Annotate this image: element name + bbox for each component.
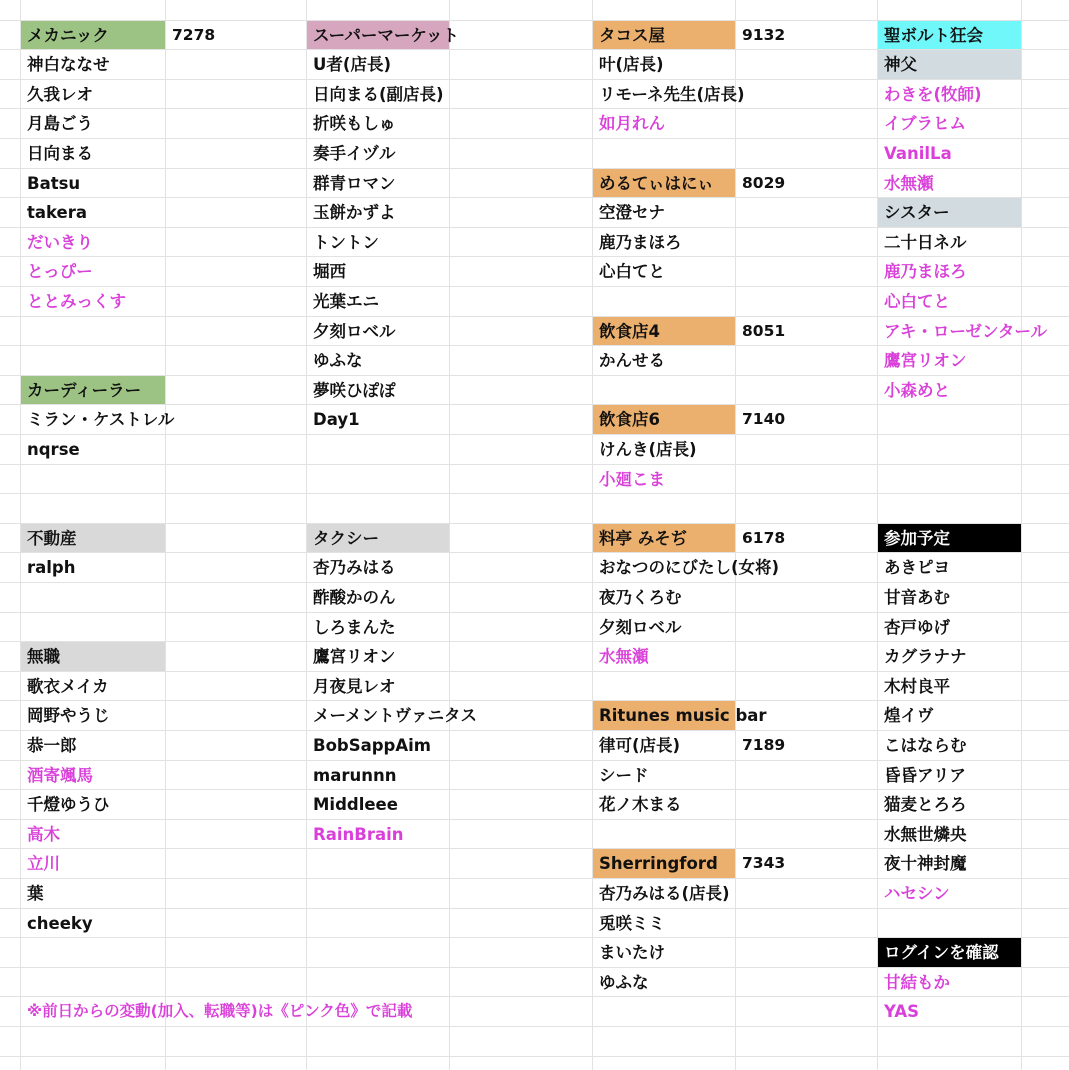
member-cell[interactable]: 夕刻ロベル	[599, 617, 682, 637]
phone-number-cell[interactable]: 7140	[742, 410, 786, 429]
section-header[interactable]: タクシー	[307, 524, 449, 553]
member-cell[interactable]: 花ノ木まる	[599, 795, 682, 815]
member-cell[interactable]: 煌イヴ	[884, 706, 934, 726]
changed-member-cell[interactable]: イブラヒム	[884, 114, 967, 134]
changed-member-cell[interactable]: 立川	[27, 854, 60, 874]
phone-number-cell[interactable]: 6178	[742, 528, 786, 547]
member-cell[interactable]: 群青ロマン	[313, 173, 396, 193]
member-cell[interactable]: 恭一郎	[27, 735, 77, 755]
member-cell[interactable]: 木村良平	[884, 676, 950, 696]
member-cell[interactable]: 久我レオ	[27, 84, 93, 104]
section-header[interactable]: スーパーマーケット	[307, 21, 449, 50]
changed-member-cell[interactable]: YAS	[884, 1002, 920, 1022]
member-cell[interactable]: 千燈ゆうひ	[27, 795, 110, 815]
changed-member-cell[interactable]: 酒寄颯馬	[27, 765, 93, 785]
member-cell[interactable]: ミラン・ケストレル	[27, 410, 175, 430]
member-cell[interactable]: 夜十神封魔	[884, 854, 967, 874]
member-cell[interactable]: 杏乃みはる(店長)	[599, 883, 730, 903]
changed-member-cell[interactable]: わきを(牧師)	[884, 84, 982, 104]
changed-member-cell[interactable]: 小廻こま	[599, 469, 665, 489]
changed-member-cell[interactable]: VanilLa	[884, 143, 952, 163]
member-cell[interactable]: 律可(店長)	[599, 735, 681, 755]
member-cell[interactable]: 鹿乃まほろ	[599, 232, 682, 252]
changed-member-cell[interactable]: 心白てと	[884, 291, 950, 311]
member-cell[interactable]: 歌衣メイカ	[27, 676, 109, 696]
member-cell[interactable]: 堀西	[313, 262, 346, 282]
member-cell[interactable]: 昏昏アリア	[884, 765, 966, 785]
changed-member-cell[interactable]: だいきり	[27, 232, 93, 252]
member-cell[interactable]: 心白てと	[599, 262, 665, 282]
member-cell[interactable]: 甘音あむ	[884, 587, 950, 607]
section-header[interactable]: ログインを確認	[878, 938, 1021, 967]
member-cell[interactable]: けんき(店長)	[599, 439, 697, 459]
member-cell[interactable]: おなつのにびたし(女将)	[599, 558, 780, 578]
legend-note: ※前日からの変動(加入、転職等)は《ピンク色》で記載	[27, 1002, 413, 1021]
changed-member-cell[interactable]: ととみっくす	[27, 291, 126, 311]
member-cell[interactable]: 空澄セナ	[599, 203, 665, 223]
member-cell[interactable]: ゆふな	[599, 972, 649, 992]
member-cell[interactable]: こはならむ	[884, 735, 967, 755]
member-cell[interactable]: ゆふな	[313, 351, 363, 371]
member-cell[interactable]: Day1	[313, 410, 360, 430]
section-header[interactable]: 飲食店4	[593, 317, 735, 346]
member-cell[interactable]: しろまんた	[313, 617, 396, 637]
phone-number-cell[interactable]: 9132	[742, 25, 786, 44]
member-cell[interactable]: 兎咲ミミ	[599, 913, 665, 933]
member-cell[interactable]: かんせる	[599, 351, 665, 371]
member-cell[interactable]: リモーネ先生(店長)	[599, 84, 745, 104]
member-cell[interactable]: BobSappAim	[313, 735, 431, 755]
member-cell[interactable]: 月夜見レオ	[313, 676, 396, 696]
changed-member-cell[interactable]: 鷹宮リオン	[884, 351, 967, 371]
section-header[interactable]: シスター	[878, 198, 1021, 227]
member-cell[interactable]: 月島ごう	[27, 114, 93, 134]
member-cell[interactable]: シード	[599, 765, 649, 785]
changed-member-cell[interactable]: 甘結もか	[884, 972, 950, 992]
section-header[interactable]: 参加予定	[878, 524, 1021, 553]
section-header[interactable]: 料亭 みそぢ	[593, 524, 735, 553]
member-cell[interactable]: あきピヨ	[884, 558, 950, 578]
member-cell[interactable]: nqrse	[27, 439, 80, 459]
member-cell[interactable]: カグラナナ	[884, 647, 967, 667]
member-cell[interactable]: 夢咲ひぽぽ	[313, 380, 396, 400]
member-cell[interactable]: 猫麦とろろ	[884, 795, 967, 815]
changed-member-cell[interactable]: とっぴー	[27, 262, 93, 282]
member-cell[interactable]: トントン	[313, 232, 379, 252]
changed-member-cell[interactable]: 鹿乃まほろ	[884, 262, 967, 282]
phone-number-cell[interactable]: 7343	[742, 854, 786, 873]
member-cell[interactable]: 日向まる	[27, 143, 93, 163]
member-cell[interactable]: 酢酸かのん	[313, 587, 396, 607]
member-cell[interactable]: メーメントヴァニタス	[313, 706, 478, 726]
phone-number-cell[interactable]: 7189	[742, 735, 786, 754]
member-cell[interactable]: 玉餅かずよ	[313, 203, 396, 223]
changed-member-cell[interactable]: 水無瀬	[599, 647, 649, 667]
section-header[interactable]: 神父	[878, 50, 1021, 79]
member-cell[interactable]: 日向まる(副店長)	[313, 84, 444, 104]
member-cell[interactable]: 二十日ネル	[884, 232, 967, 252]
member-cell[interactable]: ralph	[27, 558, 76, 578]
section-header[interactable]: タコス屋	[593, 21, 735, 50]
member-cell[interactable]: 叶(店長)	[599, 55, 664, 75]
member-cell[interactable]: 葉	[27, 883, 44, 903]
member-cell[interactable]: 杏戸ゆげ	[884, 617, 950, 637]
changed-member-cell[interactable]: RainBrain	[313, 824, 404, 844]
section-header[interactable]: Sherringford	[593, 849, 735, 878]
section-header[interactable]: 飲食店6	[593, 405, 735, 434]
changed-member-cell[interactable]: 如月れん	[599, 114, 665, 134]
member-cell[interactable]: 夜乃くろむ	[599, 587, 682, 607]
member-cell[interactable]: Middleee	[313, 795, 398, 815]
member-cell[interactable]: 鷹宮リオン	[313, 647, 396, 667]
section-header[interactable]: 不動産	[21, 524, 165, 553]
changed-member-cell[interactable]: 小森めと	[884, 380, 950, 400]
member-cell[interactable]: 光葉エニ	[313, 291, 379, 311]
member-cell[interactable]: U者(店長)	[313, 55, 391, 75]
changed-member-cell[interactable]: 水無瀬	[884, 173, 934, 193]
member-cell[interactable]: 水無世燐央	[884, 824, 967, 844]
phone-number-cell[interactable]: 8029	[742, 173, 786, 192]
section-header[interactable]: カーディーラー	[21, 376, 165, 405]
changed-member-cell[interactable]: ハセシン	[884, 883, 950, 903]
changed-member-cell[interactable]: アキ・ローゼンタール	[884, 321, 1048, 341]
member-cell[interactable]: 折咲もしゅ	[313, 114, 396, 134]
member-cell[interactable]: marunnn	[313, 765, 397, 785]
member-cell[interactable]: 奏手イヅル	[313, 143, 396, 163]
member-cell[interactable]: 岡野やうじ	[27, 706, 110, 726]
section-header[interactable]: 聖ボルト狂会	[878, 21, 1021, 50]
phone-number-cell[interactable]: 8051	[742, 321, 786, 340]
member-cell[interactable]: cheeky	[27, 913, 93, 933]
member-cell[interactable]: Batsu	[27, 173, 81, 193]
member-cell[interactable]: 神白ななせ	[27, 55, 110, 75]
section-header[interactable]: メカニック	[21, 21, 165, 50]
member-cell[interactable]: 杏乃みはる	[313, 558, 396, 578]
member-cell[interactable]: 夕刻ロベル	[313, 321, 396, 341]
section-header[interactable]: Ritunes music bar	[593, 701, 735, 730]
section-header[interactable]: 無職	[21, 642, 165, 671]
changed-member-cell[interactable]: 高木	[27, 824, 60, 844]
section-header[interactable]: めるてぃはにぃ	[593, 169, 735, 198]
member-cell[interactable]: まいたけ	[599, 943, 665, 963]
phone-number-cell[interactable]: 7278	[172, 25, 216, 44]
member-cell[interactable]: takera	[27, 203, 88, 223]
